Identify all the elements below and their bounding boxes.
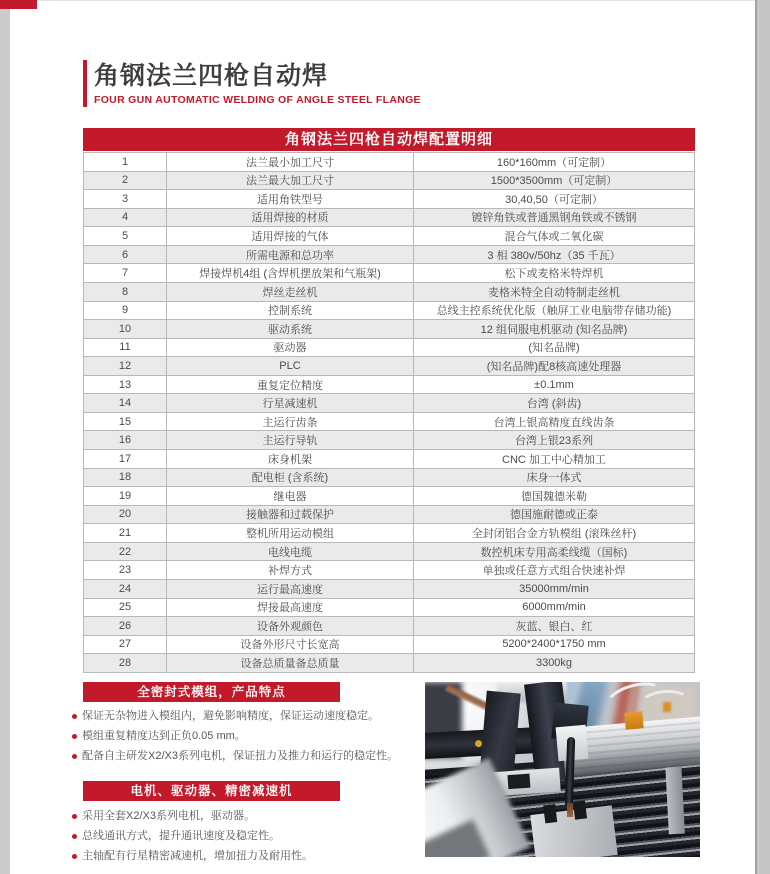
row-item-name: 驱动器 [166,339,413,357]
table-row [83,431,695,450]
row-item-name: 焊丝走丝机 [166,283,413,301]
row-item-value: 6000mm/min [413,599,695,617]
row-item-name: 焊接焊机4组 (含焊机摆放架和气瓶架) [166,264,413,282]
table-row [83,561,695,580]
row-number: 10 [83,320,166,338]
row-item-name: 设备外观颜色 [166,617,413,635]
clamp-block [573,800,587,819]
row-item-value: 镀锌角铁或普通黑钢角铁或不锈钢 [413,209,695,227]
row-number: 11 [83,339,166,357]
row-item-value: 3 相 380v/50hz（35 千瓦） [413,246,695,264]
row-number: 4 [83,209,166,227]
row-item-value: 台湾上银23系列 [413,431,695,449]
row-item-value: 单独或任意方式组合快速补焊 [413,561,695,579]
row-item-value: 1500*3500mm（可定制） [413,172,695,190]
table-row [83,190,695,209]
corner-red-mark [0,0,37,9]
row-item-value: 30,40,50（可定制） [413,190,695,208]
row-number: 8 [83,283,166,301]
row-number: 7 [83,264,166,282]
row-number: 12 [83,357,166,375]
table-row [83,580,695,599]
row-item-name: 电线电缆 [166,543,413,561]
row-item-value: 德国施耐德或正泰 [413,506,695,524]
bullet-item: 主轴配有行星精密减速机，增加扭力及耐用性。 [70,846,435,866]
row-item-name: 适用焊接的气体 [166,227,413,245]
table-row [83,654,695,673]
table-row [83,487,695,506]
page-right-edge [755,0,770,874]
row-item-value: 全封闭铝合金方轨模组 (滚珠丝杆) [413,524,695,542]
row-number: 1 [83,153,166,171]
table-row [83,469,695,488]
row-number: 6 [83,246,166,264]
table-row [83,357,695,376]
table-row [83,413,695,432]
row-item-name: 设备总质量备总质量 [166,654,413,672]
row-number: 18 [83,469,166,487]
row-item-value: ±0.1mm [413,376,695,394]
section-heading-module-features: 全密封式模组，产品特点 [83,682,340,702]
spec-table-title: 角钢法兰四枪自动焊配置明细 [83,128,695,151]
row-number: 27 [83,636,166,654]
table-row [83,524,695,543]
row-item-value: 3300kg [413,654,695,672]
row-item-value: CNC 加工中心精加工 [413,450,695,468]
row-item-name: 控制系统 [166,302,413,320]
spec-table-body [83,152,695,673]
row-number: 24 [83,580,166,598]
row-item-value: 160*160mm（可定制） [413,153,695,171]
table-row [83,264,695,283]
row-number: 25 [83,599,166,617]
workpiece-plate [530,805,617,857]
table-row [83,302,695,321]
spec-table [83,128,695,673]
table-row [83,394,695,413]
row-number: 16 [83,431,166,449]
row-item-name: 适用焊接的材质 [166,209,413,227]
section-bullets-motor-driver [70,806,435,866]
welding-torch-tip [567,803,573,817]
table-row [83,320,695,339]
row-item-name: 主运行齿条 [166,413,413,431]
row-number: 23 [83,561,166,579]
row-item-value: 德国魏德米勒 [413,487,695,505]
bullet-item: 模组重复精度达到正负0.05 mm。 [70,726,435,746]
page-title: 角钢法兰四枪自动焊 [94,62,329,90]
table-row [83,153,695,172]
row-number: 19 [83,487,166,505]
bullet-item: 总线通讯方式，提升通讯速度及稳定性。 [70,826,435,846]
row-item-value: 灰蓝、银白、红 [413,617,695,635]
section-heading-motor-driver: 电机、驱动器、精密减速机 [83,781,340,801]
table-row [83,246,695,265]
row-item-name: PLC [166,357,413,375]
row-item-name: 继电器 [166,487,413,505]
machine-photo [425,682,700,857]
row-item-value: 松下或麦格米特焊机 [413,264,695,282]
row-item-name: 整机所用运动模组 [166,524,413,542]
bullet-item: 保证无杂物进入模组内，避免影响精度，保证运动速度稳定。 [70,706,435,726]
row-item-name: 配电柜 (含系统) [166,469,413,487]
row-item-name: 法兰最大加工尺寸 [166,172,413,190]
row-item-name: 运行最高速度 [166,580,413,598]
table-row [83,376,695,395]
row-item-value: 数控机床专用高柔线缆（国标) [413,543,695,561]
row-item-name: 床身机架 [166,450,413,468]
table-row [83,617,695,636]
row-item-value: 台湾上银高精度直线齿条 [413,413,695,431]
row-number: 17 [83,450,166,468]
row-item-name: 补焊方式 [166,561,413,579]
row-item-name: 驱动系统 [166,320,413,338]
row-number: 14 [83,394,166,412]
bullet-item: 配备自主研发X2/X3系列电机，保证扭力及推力和运行的稳定性。 [70,746,435,766]
row-item-value: 床身一体式 [413,469,695,487]
clamp-block [507,774,530,790]
table-row [83,209,695,228]
row-number: 15 [83,413,166,431]
row-item-name: 适用角铁型号 [166,190,413,208]
section-bullets-module-features [70,706,435,766]
row-item-name: 行星减速机 [166,394,413,412]
row-item-value: (知名品牌)配8核高速处理器 [413,357,695,375]
table-row [83,506,695,525]
row-item-value: 12 组伺服电机驱动 (知名品牌) [413,320,695,338]
bullet-item: 采用全套X2/X3系列电机，驱动器。 [70,806,435,826]
row-number: 13 [83,376,166,394]
clamp-block [543,804,557,823]
row-number: 28 [83,654,166,672]
row-item-value: 麦格米特全自动特制走丝机 [413,283,695,301]
row-item-name: 接触器和过载保护 [166,506,413,524]
row-number: 9 [83,302,166,320]
row-number: 26 [83,617,166,635]
table-row [83,599,695,618]
row-item-value: 5200*2400*1750 mm [413,636,695,654]
title-accent-bar [83,60,87,107]
row-item-value: 35000mm/min [413,580,695,598]
table-row [83,227,695,246]
table-row [83,450,695,469]
row-item-value: 混合气体或二氧化碳 [413,227,695,245]
page-subtitle: FOUR GUN AUTOMATIC WELDING OF ANGLE STEEL FLANGE [94,94,421,106]
table-row [83,172,695,191]
row-number: 21 [83,524,166,542]
row-item-name: 所需电源和总功率 [166,246,413,264]
row-number: 5 [83,227,166,245]
table-row [83,543,695,562]
table-row [83,283,695,302]
row-item-value: 总线主控系统优化版（触屏工业电脑带存储功能) [413,302,695,320]
row-item-value: 台湾 (斜齿) [413,394,695,412]
row-item-name: 主运行导轨 [166,431,413,449]
table-row [83,636,695,655]
row-number: 2 [83,172,166,190]
row-number: 22 [83,543,166,561]
row-item-name: 设备外形尺寸长宽高 [166,636,413,654]
row-item-name: 重复定位精度 [166,376,413,394]
row-number: 3 [83,190,166,208]
row-item-name: 法兰最小加工尺寸 [166,153,413,171]
row-item-name: 焊接最高速度 [166,599,413,617]
table-row [83,339,695,358]
row-number: 20 [83,506,166,524]
row-item-value: (知名品牌) [413,339,695,357]
